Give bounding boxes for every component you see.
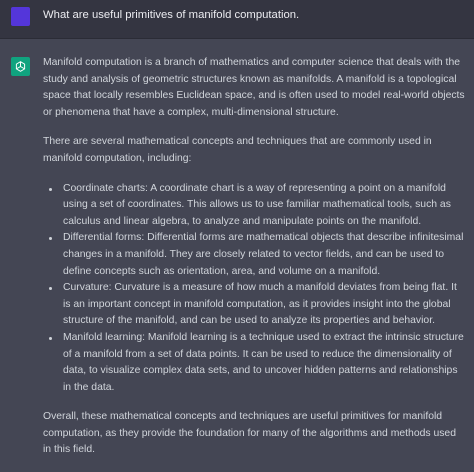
assistant-message-row xyxy=(0,39,474,472)
list-item: Differential forms: Differential forms are mathematical objects that describe infinitesimal changes in a manifold. They are closely related to vector fields, and can be used to define concepts such as orientation, area, and volume on a manifold. xyxy=(63,230,465,280)
assistant-message-content xyxy=(43,55,465,472)
assistant-paragraph: Manifold computation is a branch of mathematics and computer science that deals with the study and analysis of geometric structures known as manifolds. A manifold is a topological space that locally resembles Euclidean space, and is often used to model real-world objects or phenomena that have a complex, multi-dimensional structure. xyxy=(43,57,465,118)
assistant-paragraph: There are several mathematical concepts and techniques that are commonly used in manifold computation, including: xyxy=(43,136,432,164)
user-avatar-icon xyxy=(11,7,30,26)
user-message-text[interactable]: What are useful primitives of manifold computation. xyxy=(43,9,300,21)
openai-logo-icon xyxy=(11,57,30,76)
assistant-closing-paragraph: Overall, these mathematical concepts and techniques are useful primitives for manifold computation, as they provide the foundation for many of the algorithms and methods used in this field. xyxy=(43,411,456,456)
user-message-row xyxy=(0,0,474,39)
assistant-bullet-list xyxy=(43,181,465,397)
list-item: Coordinate charts: A coordinate chart is a way of representing a point on a manifold using a set of coordinates. This allows us to use familiar mathematical tools, such as calculus and linear algebra, to analyze and manipulate points on the manifold. xyxy=(63,181,465,231)
list-item: Manifold learning: Manifold learning is a technique used to extract the intrinsic structure of a manifold from a set of data points. It can be used to reduce the dimensionality of data, to visualize complex data sets, and to uncover hidden patterns and relationships in the data. xyxy=(63,330,465,396)
list-item: Curvature: Curvature is a measure of how much a manifold deviates from being flat. It is an important concept in manifold computation, as it provides insight into the global structure of the manifold, and can be used to analyze its properties and behavior. xyxy=(63,280,465,330)
